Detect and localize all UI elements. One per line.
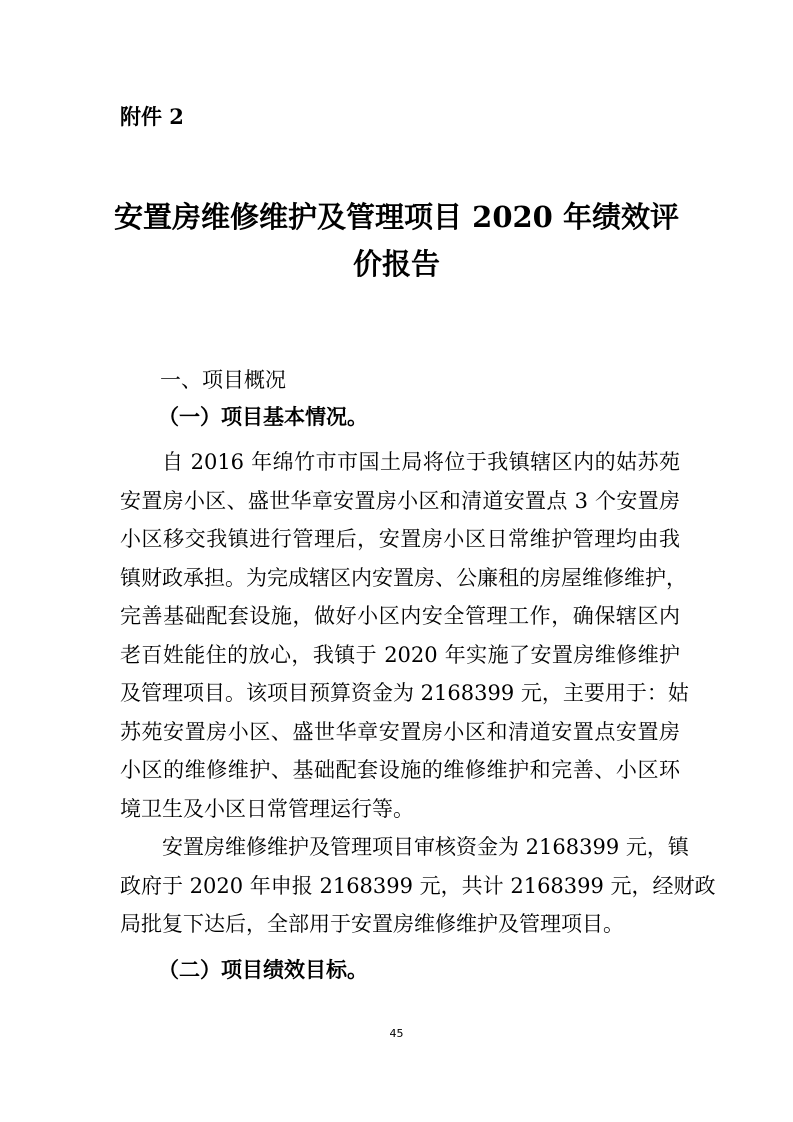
paragraph-line: 及管理项目。该项目预算资金为 2168399 元，主要用于：姑 bbox=[120, 681, 689, 705]
paragraph-line: 镇财政承担。为完成辖区内安置房、公廉租的房屋维修维护， bbox=[120, 565, 687, 590]
paragraph-line: 苏苑安置房小区、盛世华章安置房小区和清道安置点安置房 bbox=[120, 719, 680, 744]
paragraph-line: 政府于 2020 年申报 2168399 元，共计 2168399 元，经财政 bbox=[120, 873, 716, 898]
paragraph-line: 局批复下达后，全部用于安置房维修维护及管理项目。 bbox=[120, 912, 624, 936]
paragraph-line: 安置房维修维护及管理项目审核资金为 2168399 元，镇 bbox=[162, 835, 689, 859]
paragraph bbox=[120, 448, 689, 833]
section-heading: 一、项目概况 bbox=[160, 368, 286, 392]
paragraph-line: 境卫生及小区日常管理运行等。 bbox=[120, 796, 414, 821]
paragraph-line: 自 2016 年绵竹市市国土局将位于我镇辖区内的姑苏苑 bbox=[162, 450, 680, 474]
subsection-heading: （二）项目绩效目标。 bbox=[158, 957, 368, 982]
subsection-heading: （一）项目基本情况。 bbox=[158, 404, 368, 429]
paragraph bbox=[120, 833, 716, 949]
paragraph-line: 安置房小区、盛世华章安置房小区和清道安置点 3 个安置房 bbox=[120, 488, 680, 513]
document-title bbox=[100, 194, 693, 288]
paragraph-line: 完善基础配套设施，做好小区内安全管理工作，确保辖区内 bbox=[120, 604, 680, 628]
paragraph-line: 老百姓能住的放心，我镇于 2020 年实施了安置房维修维护 bbox=[120, 642, 680, 667]
paragraph-line: 小区移交我镇进行管理后，安置房小区日常维护管理均由我 bbox=[120, 527, 680, 551]
page-number: 45 bbox=[389, 1027, 404, 1040]
attachment-label: 附件 2 bbox=[120, 104, 184, 129]
paragraph-line: 小区的维修维护、基础配套设施的维修维护和完善、小区环 bbox=[120, 758, 680, 782]
title-line: 安置房维修维护及管理项目 2020 年绩效评 bbox=[114, 200, 679, 234]
title-line: 价报告 bbox=[352, 247, 440, 281]
